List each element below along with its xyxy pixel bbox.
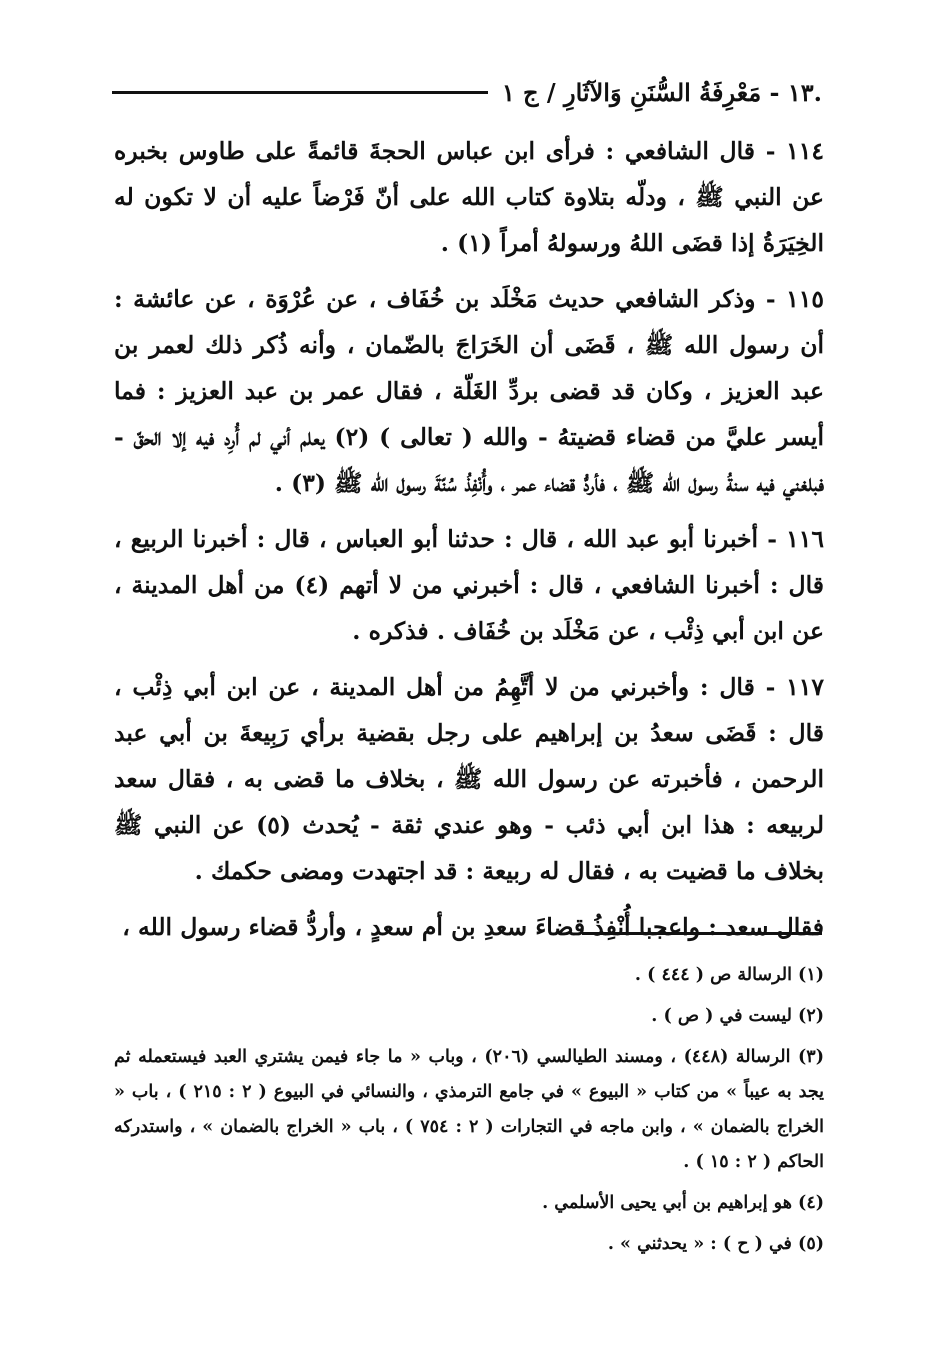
paragraph-116: ١١٦ - أخبرنا أبو عبد الله ، قال : حدثنا أبو العباس ، قال : أخبرنا الربيع ، قال : أخبرنا الشافعي ، قال : أخبرني من لا أتهم (٤) من أهل المدينة ، عن ابن أبي ذِئْب ، عن مَخْلَد بن خُفَاف . فذكره . (114, 525, 824, 645)
footnote-separator (582, 932, 822, 935)
paragraph-115: ١١٥ - وذكر الشافعي حديث مَخْلَد بن خُفَاف ، عن عُرْوَة ، عن عائشة : أن رسول الله ﷺ ، قَضَى أن الخَرَاجَ بالضّمان ، وأنه ذُكر ذلك لعمر بن عبد العزيز ، وكان قد قضى بردِّ الغَلّة ، فقال عمر بن عبد العزيز : فما أيسر عليَّ من قضاء قضيتهُ - والله ( تعالى ) (٢) يعلم أني لم أُرِد فيه إلا الحقّ - فبلغني فيه سنةُ رسول الله ﷺ ، فأردُّ قضاء عمر ، وأُنْفِذُ سُنّةَ رسول الله ﷺ (٣) . (114, 285, 824, 497)
main-text (114, 128, 824, 960)
footnotes (114, 958, 824, 1268)
paragraph-114: ١١٤ - قال الشافعي : فرأى ابن عباس الحجةَ قائمةً على طاوس بخبره عن النبي ﷺ ، ودلّه بتلاوة كتاب الله على أنّ فَرْضاً عليه أن لا تكون له الخِيَرَةُ إذا قضَى اللهُ ورسولهُ أمراً (١) . (114, 137, 824, 257)
header-rule (112, 91, 488, 94)
footnote-3: (٣) الرسالة (٤٤٨) ، ومسند الطيالسي (٢٠٦) ، وباب « ما جاء فيمن يشتري العبد فيستعمله ثم يجد به عيباً » من كتاب « البيوع » في جامع الترمذي ، والنسائي في البيوع ( ٢ : ٢١٥ ) ، باب « الخراج بالضمان » ، وابن ماجه في التجارات ( ٢ : ٧٥٤ ) ، باب « الخراج بالضمان » ، واستدركه الحاكم ( ٢ : ١٥ ) . (114, 1047, 824, 1172)
running-head-text: .١٣ - مَعْرِفَةُ السُّنَنِ وَالآثَارِ / ج ١ (501, 77, 822, 107)
running-head (112, 72, 822, 112)
paragraph-117: ١١٧ - قال : وأخبرني من لا أتَّهِمُ من أهل المدينة ، عن ابن أبي ذِئْب ، قال : قَضَى سعدُ بن إبراهيم على رجل بقضية برأي رَبِيعةَ بن أبي عبد الرحمن ، فأخبرته عن رسول الله ﷺ ، بخلاف ما قضى به ، فقال سعد لربيعه : هذا ابن أبي ذئب - وهو عندي ثقة - يُحدث (٥) عن النبي ﷺ بخلاف ما قضيت به ، فقال له ربيعة : قد اجتهدت ومضى حكمك . (114, 673, 824, 885)
footnote-1: (١) الرسالة ص ( ٤٤٤ ) . (634, 965, 824, 985)
footnote-5: (٥) في ( ح ) : « يحدثني » . (607, 1234, 824, 1254)
footnote-2: (٢) ليست في ( ص ) . (651, 1006, 824, 1026)
footnote-4: (٤) هو إبراهيم بن أبي يحيى الأسلمي . (542, 1193, 824, 1213)
paragraph-continuation: فقال سعد : واعجبا أُنْفِذُ قضاءَ سعدِ بن أم سعدٍ ، وأردُّ قضاء رسول الله ، (122, 913, 824, 941)
